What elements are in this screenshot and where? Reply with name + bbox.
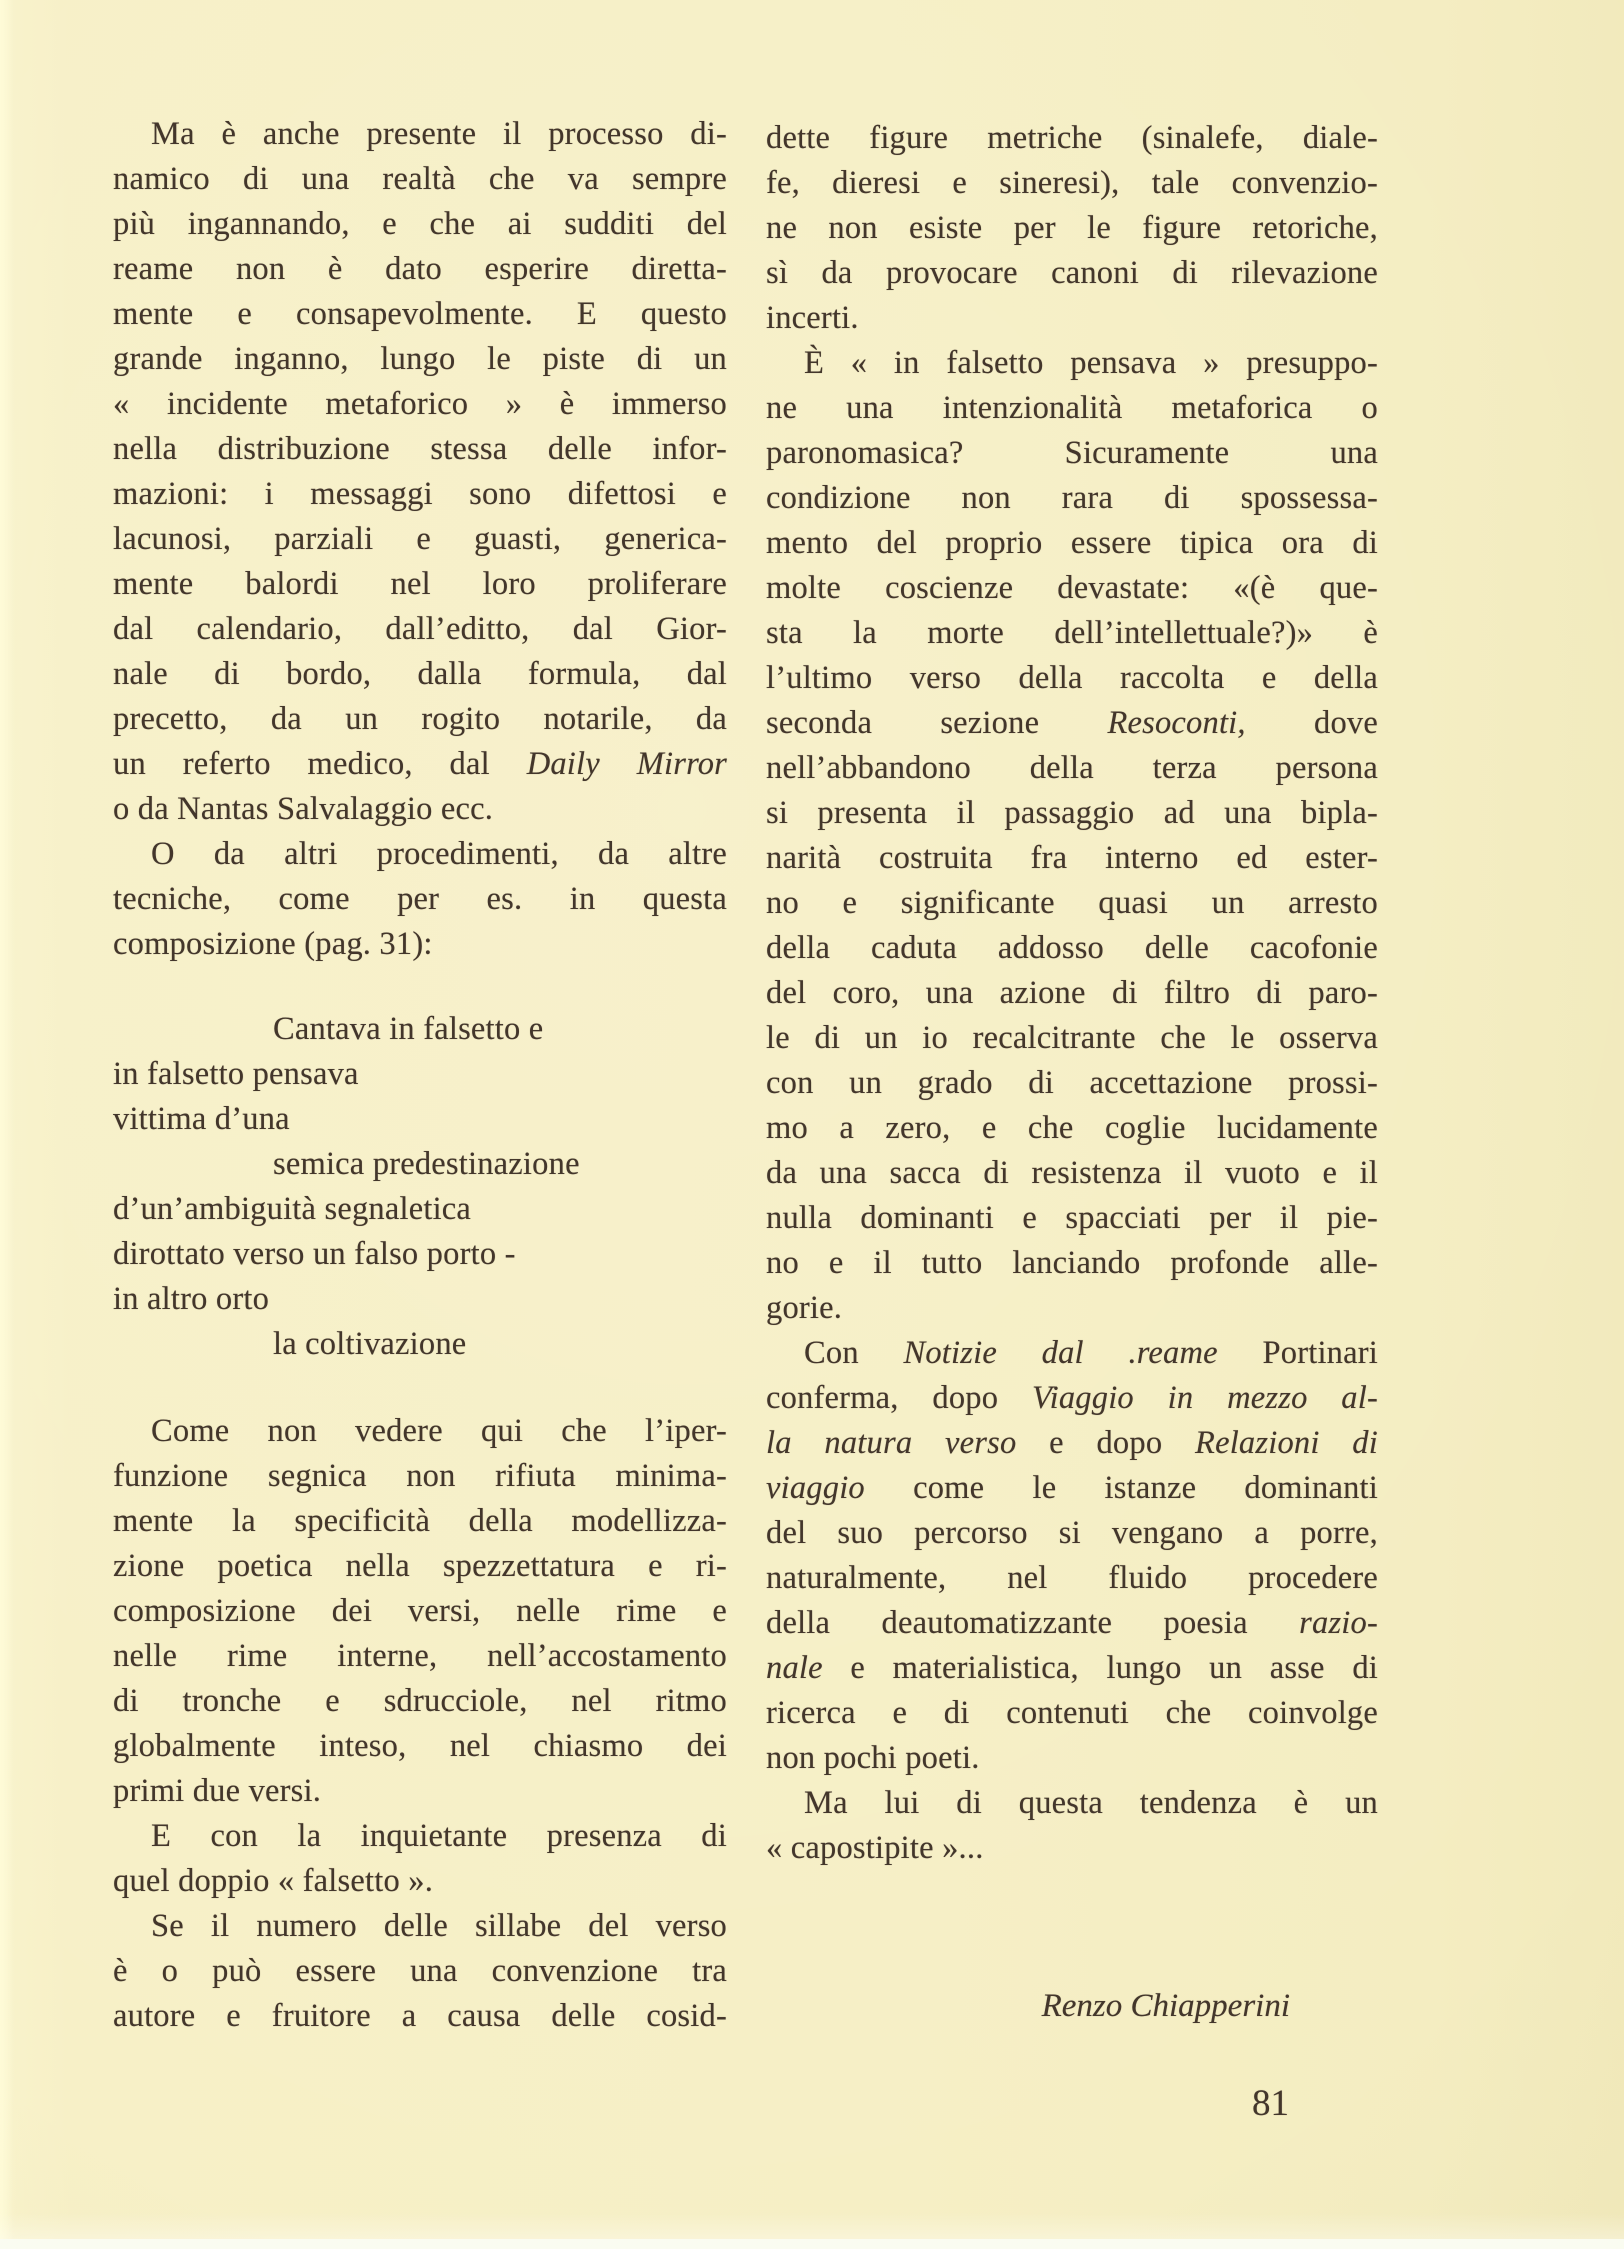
text-run: molte coscienze devastate: «(è que- <box>766 570 1378 606</box>
text-run: l’ultimo verso della raccolta e della <box>766 660 1378 696</box>
text-line <box>766 881 1378 926</box>
text-run: Ma è anche presente il processo di- <box>151 116 727 152</box>
text-run: è o può essere una convenzione tra <box>113 1953 727 1989</box>
text-run: nell’abbandono della terza persona <box>766 750 1378 786</box>
text-run: mente e consapevolmente. E questo <box>113 296 727 332</box>
text-line <box>766 1151 1378 1196</box>
text-line <box>113 1052 727 1097</box>
text-run: autore e fruitore a causa delle cosid- <box>113 1998 727 2034</box>
text-run: gorie. <box>766 1290 843 1326</box>
text-line <box>113 1187 727 1232</box>
text-run: nella distribuzione stessa delle infor- <box>113 431 727 467</box>
text-run: mente la specificità della modellizza- <box>113 1503 727 1539</box>
text-line <box>113 247 727 292</box>
text-line <box>766 1466 1378 1511</box>
text-line <box>113 697 727 742</box>
italic-text-run: nale <box>766 1650 823 1686</box>
text-run: O da altri procedimenti, da altre <box>151 836 727 872</box>
text-line <box>113 157 727 202</box>
text-run: di tronche e sdrucciole, nel ritmo <box>113 1683 727 1719</box>
italic-text-run: Notizie dal .reame <box>903 1335 1218 1371</box>
text-line <box>766 1601 1378 1646</box>
text-line <box>113 1769 727 1814</box>
text-run: della deautomatizzante poesia <box>766 1605 1300 1641</box>
text-run: quel doppio « falsetto ». <box>113 1863 434 1899</box>
text-line <box>766 341 1378 386</box>
text-line <box>113 292 727 337</box>
text-run: conferma, dopo <box>766 1380 1032 1416</box>
text-run: precetto, da un rogito notarile, da <box>113 701 727 737</box>
text-line <box>113 1277 727 1322</box>
text-line <box>113 1097 727 1142</box>
text-run: E con la inquietante presenza di <box>151 1818 727 1854</box>
text-run: condizione non rara di spossessa- <box>766 480 1378 516</box>
text-line <box>766 611 1378 656</box>
text-line <box>766 1376 1378 1421</box>
text-run: ne una intenzionalità metaforica o <box>766 390 1378 426</box>
text-line <box>113 832 727 877</box>
text-line <box>766 251 1378 296</box>
text-line <box>113 1814 727 1859</box>
text-run: Come non vedere qui che l’iper- <box>151 1413 727 1449</box>
text-line <box>113 922 727 967</box>
text-line <box>766 1736 1378 1781</box>
text-run: mo a zero, e che coglie lucidamente <box>766 1110 1378 1146</box>
text-line <box>766 836 1378 881</box>
text-line <box>766 926 1378 971</box>
text-line <box>113 1994 727 2039</box>
text-line <box>113 1859 727 1904</box>
text-line <box>766 386 1378 431</box>
text-run: reame non è dato esperire diretta- <box>113 251 727 287</box>
text-line <box>113 1904 727 1949</box>
text-run: della caduta addosso delle cacofonie <box>766 930 1378 966</box>
text-run: la coltivazione <box>273 1326 467 1362</box>
text-run: come le istanze dominanti <box>864 1470 1378 1506</box>
italic-text-run: Relazioni di <box>1195 1425 1378 1461</box>
text-line <box>766 296 1378 341</box>
text-line <box>766 1421 1378 1466</box>
text-line <box>766 566 1378 611</box>
text-line <box>113 1007 727 1052</box>
text-run: mazioni: i messaggi sono difettosi e <box>113 476 727 512</box>
text-run: in altro orto <box>113 1281 270 1317</box>
text-run: nale di bordo, dalla formula, dal <box>113 656 727 692</box>
text-run: dirottato verso un falso porto - <box>113 1236 516 1272</box>
text-run: da una sacca di resistenza il vuoto e il <box>766 1155 1378 1191</box>
text-run: « capostipite »... <box>766 1830 984 1866</box>
text-line <box>766 1646 1378 1691</box>
text-line <box>113 607 727 652</box>
text-run: incerti. <box>766 300 859 336</box>
text-run: Con <box>804 1335 904 1371</box>
text-line <box>766 1196 1378 1241</box>
italic-text-run: Resoconti, <box>1107 705 1246 741</box>
text-run: non pochi poeti. <box>766 1740 980 1776</box>
text-run: funzione segnica non rifiuta minima- <box>113 1458 727 1494</box>
text-line <box>113 877 727 922</box>
text-run: del coro, una azione di filtro di paro- <box>766 975 1378 1011</box>
text-line <box>766 656 1378 701</box>
text-line <box>113 1499 727 1544</box>
text-run: Cantava in falsetto e <box>273 1011 544 1047</box>
text-run: naturalmente, nel fluido procedere <box>766 1560 1378 1596</box>
paragraph-gap <box>113 967 727 1007</box>
text-run: dove <box>1245 705 1378 741</box>
text-line <box>766 161 1378 206</box>
text-run: lacunosi, parziali e guasti, generica- <box>113 521 727 557</box>
text-line <box>113 337 727 382</box>
author-signature: Renzo Chiapperini <box>1041 1988 1290 2024</box>
text-line <box>113 1142 727 1187</box>
text-line <box>766 971 1378 1016</box>
text-line <box>766 1061 1378 1106</box>
text-line <box>766 1556 1378 1601</box>
text-line <box>113 742 727 787</box>
text-line <box>113 202 727 247</box>
text-line <box>766 1781 1378 1826</box>
text-run: con un grado di accettazione prossi- <box>766 1065 1378 1101</box>
text-run: del suo percorso si vengano a porre, <box>766 1515 1378 1551</box>
text-run: namico di una realtà che va sempre <box>113 161 727 197</box>
text-line <box>113 1949 727 1994</box>
text-line <box>113 1232 727 1277</box>
text-run: tecniche, come per es. in questa <box>113 881 727 917</box>
text-run: nelle rime interne, nell’accostamento <box>113 1638 727 1674</box>
text-run: no e il tutto lanciando profonde alle- <box>766 1245 1378 1281</box>
text-run: Portinari <box>1217 1335 1379 1371</box>
text-line <box>113 787 727 832</box>
text-run: nulla dominanti e spacciati per il pie- <box>766 1200 1378 1236</box>
text-line <box>766 521 1378 566</box>
text-run: semica predestinazione <box>273 1146 580 1182</box>
text-line <box>113 1322 727 1367</box>
text-run: globalmente inteso, nel chiasmo dei <box>113 1728 727 1764</box>
italic-text-run: Daily Mirror <box>526 746 728 782</box>
text-line <box>766 1511 1378 1556</box>
text-run: primi due versi. <box>113 1773 322 1809</box>
text-run: paronomasica? Sicuramente una <box>766 435 1378 471</box>
text-column-right <box>766 116 1378 1871</box>
text-run: Ma lui di questa tendenza è un <box>804 1785 1378 1821</box>
text-line <box>113 652 727 697</box>
text-run: mento del proprio essere tipica ora di <box>766 525 1378 561</box>
text-line <box>766 1016 1378 1061</box>
text-line <box>766 1286 1378 1331</box>
text-line <box>113 1589 727 1634</box>
text-line <box>113 1679 727 1724</box>
italic-text-run: razio- <box>1299 1605 1378 1641</box>
text-line <box>113 427 727 472</box>
text-line <box>766 1106 1378 1151</box>
italic-text-run: viaggio <box>766 1470 865 1506</box>
text-line <box>113 1409 727 1454</box>
text-run: e materialistica, lungo un asse di <box>822 1650 1378 1686</box>
text-run: si presenta il passaggio ad una bipla- <box>766 795 1378 831</box>
text-line <box>113 1454 727 1499</box>
text-line <box>766 206 1378 251</box>
page-edge-bottom <box>0 2239 1624 2249</box>
text-run: fe, dieresi e sineresi), tale convenzio- <box>766 165 1378 201</box>
text-line <box>766 116 1378 161</box>
text-run: seconda sezione <box>766 705 1108 741</box>
text-column-left <box>113 112 727 2039</box>
text-line <box>113 1544 727 1589</box>
text-line <box>766 1826 1378 1871</box>
text-run: in falsetto pensava <box>113 1056 359 1092</box>
text-run: o da Nantas Salvalaggio ecc. <box>113 791 494 827</box>
page-edge-left <box>0 0 13 2249</box>
text-run: È « in falsetto pensava » presuppo- <box>804 345 1378 381</box>
text-line <box>766 431 1378 476</box>
text-line <box>113 112 727 157</box>
text-line <box>766 476 1378 521</box>
text-line <box>766 746 1378 791</box>
text-run: Se il numero delle sillabe del verso <box>151 1908 727 1944</box>
text-run: composizione dei versi, nelle rime e <box>113 1593 727 1629</box>
text-run: grande inganno, lungo le piste di un <box>113 341 727 377</box>
text-run: narità costruita fra interno ed ester- <box>766 840 1378 876</box>
text-run: d’un’ambiguità segnaletica <box>113 1191 472 1227</box>
text-run: mente balordi nel loro proliferare <box>113 566 727 602</box>
text-line <box>113 517 727 562</box>
text-line <box>766 1331 1378 1376</box>
page-number: 81 <box>1252 2083 1289 2124</box>
text-line <box>113 382 727 427</box>
text-line <box>766 1241 1378 1286</box>
text-line <box>113 472 727 517</box>
text-run: composizione (pag. 31): <box>113 926 433 962</box>
text-run: « incidente metaforico » è immerso <box>113 386 727 422</box>
text-line <box>113 562 727 607</box>
text-run: ricerca e di contenuti che coinvolge <box>766 1695 1378 1731</box>
text-run: un referto medico, dal <box>113 746 527 782</box>
text-run: sì da provocare canoni di rilevazione <box>766 255 1378 291</box>
text-line <box>766 701 1378 746</box>
text-run: ne non esiste per le figure retoriche, <box>766 210 1378 246</box>
text-run: sta la morte dell’intellettuale?)» è <box>766 615 1378 651</box>
text-run: dal calendario, dall’editto, dal Gior- <box>113 611 727 647</box>
text-run: zione poetica nella spezzettatura e ri- <box>113 1548 727 1584</box>
text-line <box>113 1634 727 1679</box>
paragraph-gap <box>113 1367 727 1409</box>
text-run: no e significante quasi un arresto <box>766 885 1378 921</box>
page-edge-bottom-fade <box>0 2213 1624 2239</box>
text-run: più ingannando, e che ai sudditi del <box>113 206 727 242</box>
text-line <box>766 791 1378 836</box>
italic-text-run: la natura verso <box>766 1425 1017 1461</box>
text-run: vittima d’una <box>113 1101 290 1137</box>
text-run: e dopo <box>1016 1425 1196 1461</box>
text-run: dette figure metriche (sinalefe, diale- <box>766 120 1378 156</box>
italic-text-run: Viaggio in mezzo al- <box>1031 1380 1378 1416</box>
text-line <box>766 1691 1378 1736</box>
text-line <box>113 1724 727 1769</box>
text-run: le di un io recalcitrante che le osserva <box>766 1020 1378 1056</box>
